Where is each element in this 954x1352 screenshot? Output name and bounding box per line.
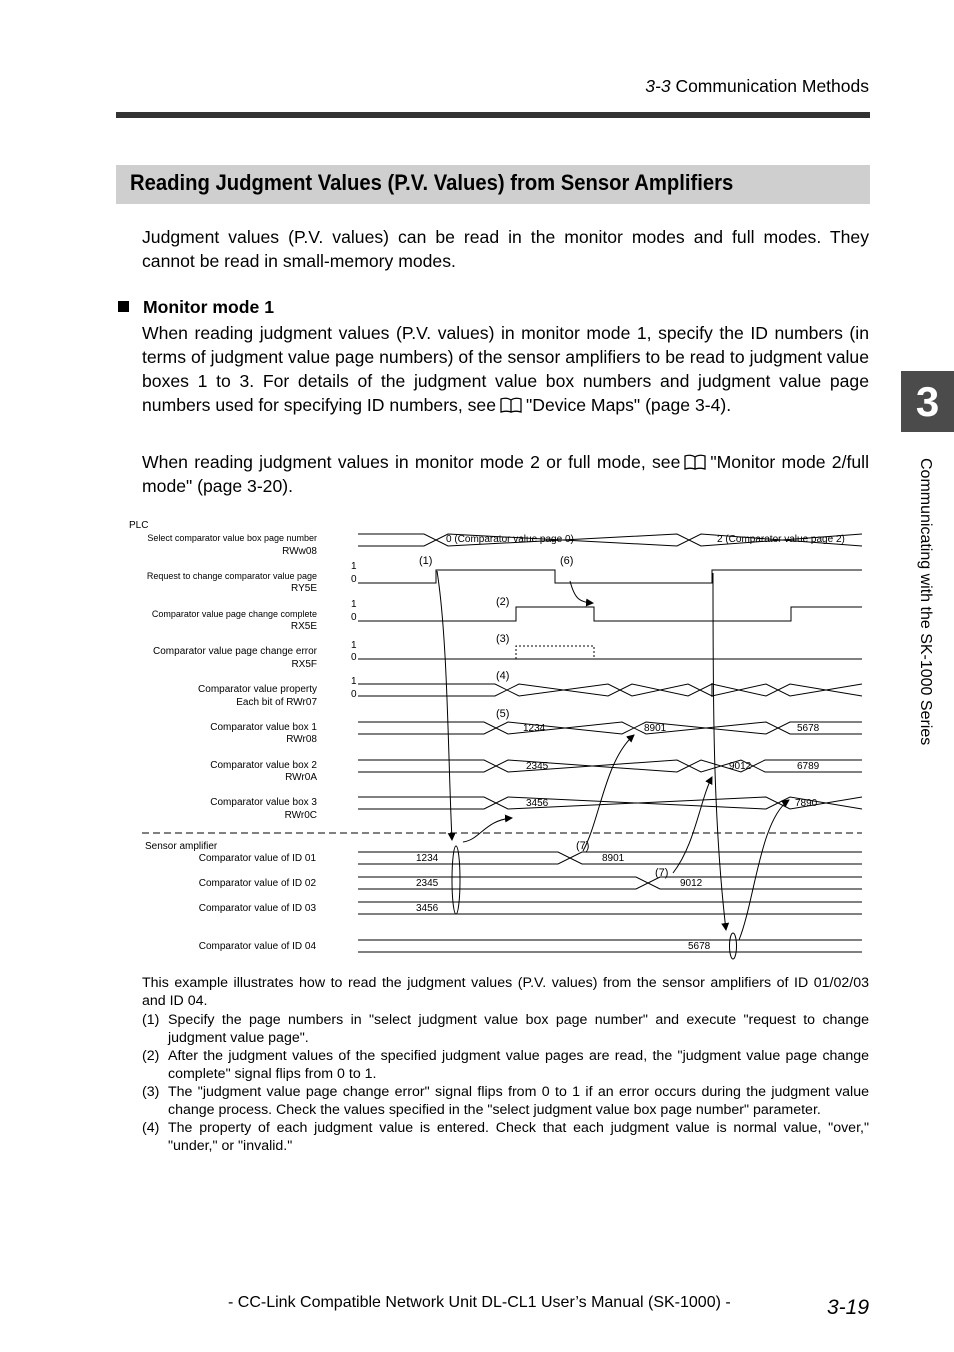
arrow-5b (739, 800, 789, 940)
bus-line (358, 760, 862, 772)
sensor-value: 1234 (416, 853, 439, 864)
p1-link[interactable]: "Device Maps" (page 3-4). (526, 395, 732, 415)
level-high-label: 1 (351, 599, 357, 610)
signal-name: Comparator value box 1 (210, 722, 317, 733)
arrow-5a (463, 818, 512, 842)
step-label: (1) (419, 555, 433, 567)
note-item (142, 1119, 869, 1155)
monitor-mode-heading-text: Monitor mode 1 (143, 297, 274, 317)
step-label: (6) (560, 555, 574, 567)
step-label: (3) (496, 633, 510, 645)
note-text: Specify the page numbers in "select judgment value box page number" and execute "request to change judgment value page". (168, 1012, 869, 1046)
page-value: 0 (Comparator value page 0) (446, 534, 574, 545)
section-number: 3-3 (645, 76, 671, 96)
note-number: (3) (142, 1084, 160, 1100)
p2-link[interactable]: "Monitor mode 2/full mode" (page 3-20). (142, 452, 869, 496)
box3-value: 3456 (526, 798, 549, 809)
note-number: (4) (142, 1120, 160, 1136)
step-label: (7) (655, 867, 669, 879)
intro-paragraph: Judgment values (P.V. values) can be read in the monitor modes and full modes. They cannot be read in small-memory modes. (142, 227, 869, 271)
signal-name: Comparator value box 2 (210, 760, 317, 771)
note-item (142, 1047, 869, 1083)
notes-intro: This example illustrates how to read the judgment values (P.V. values) from the sensor amplifiers of ID 01/02/03 and ID 04. (142, 975, 869, 1009)
signal-register: RX5F (291, 659, 317, 670)
note-text: The "judgment value page change error" signal flips from 0 to 1 if an error occurs during the judgment value change process. Check the values specified in the "select judgment value box page number" parameter. (168, 1084, 869, 1118)
sensor-value: 2345 (416, 878, 439, 889)
bus-line (358, 760, 862, 772)
sensor-value: 5678 (688, 941, 711, 952)
signal-register: RWw08 (282, 546, 317, 557)
level-high-label: 1 (351, 640, 357, 651)
note-item (142, 1083, 869, 1119)
level-low-label: 0 (351, 612, 357, 623)
arrow-7b (673, 777, 712, 873)
p2-text: When reading judgment values in monitor mode 2 or full mode, see (142, 452, 681, 472)
box1-value: 1234 (523, 723, 546, 734)
sensor-row-label: Comparator value of ID 01 (198, 853, 316, 864)
box1-value: 5678 (797, 723, 820, 734)
signal-name: Comparator value property (198, 684, 317, 695)
note-number: (2) (142, 1048, 160, 1064)
level-low-label: 0 (351, 652, 357, 663)
note-text: The property of each judgment value is entered. Check that each judgment value is normal value, "over," "under," or "invalid." (168, 1120, 869, 1154)
note-number: (1) (142, 1012, 160, 1028)
step-label: (7) (576, 840, 590, 852)
waveform-ry5e (358, 570, 862, 583)
signal-register: RX5E (290, 621, 317, 632)
arrow-6 (570, 581, 593, 603)
chapter-side-label: Communicating with the SK-1000 Series (917, 458, 934, 746)
notes (142, 974, 869, 1155)
footer-manual-title: - CC-Link Compatible Network Unit DL-CL1 User’s Manual (SK-1000) - (228, 1294, 731, 1311)
box2-value: 6789 (797, 761, 820, 772)
sensor-value: 9012 (680, 878, 703, 889)
arrow-1 (437, 571, 452, 840)
level-low-label: 0 (351, 689, 357, 700)
signal-register: RWr0C (284, 810, 317, 821)
arrow-7a (583, 735, 634, 851)
read-ellipse (452, 846, 460, 914)
sensor-row-label: Comparator value of ID 04 (198, 941, 316, 952)
plc-label: PLC (129, 520, 149, 531)
page-number: 3-19 (826, 1296, 869, 1319)
signal-name: Comparator value box 3 (210, 797, 317, 808)
waveform-rx5e (358, 607, 862, 621)
arrow-1b (713, 573, 726, 930)
sensor-value: 8901 (602, 853, 625, 864)
signal-name: Select comparator value box page number (147, 533, 317, 543)
level-high-label: 1 (351, 561, 357, 572)
signal-register: Each bit of RWr07 (236, 697, 317, 708)
sensor-row-label: Comparator value of ID 02 (198, 878, 316, 889)
box2-value: 9012 (729, 761, 752, 772)
level-high-label: 1 (351, 676, 357, 687)
read-ellipse (730, 933, 737, 959)
step-label: (4) (496, 670, 510, 682)
level-low-label: 0 (351, 574, 357, 585)
page-value: 2 (Comparator value page 2) (717, 534, 845, 545)
page-title: Reading Judgment Values (P.V. Values) from Sensor Amplifiers (130, 170, 734, 195)
box3-value: 7890 (795, 798, 818, 809)
signal-name: Comparator value page change error (153, 646, 317, 657)
sensor-value: 3456 (416, 903, 439, 914)
p1-text: When reading judgment values (P.V. values) in monitor mode 1, specify the ID numbers (in terms of judgment value page numbers) of the sensor amplifiers to be read to judgment value boxes 1 to 3. For details of the judgment value box numbers and judgment value page numbers used for specifying ID numbers, see (142, 323, 869, 415)
note-item (142, 1011, 869, 1047)
signal-name: Comparator value page change complete (151, 609, 317, 619)
signal-register: RY5E (291, 583, 317, 594)
sensor-amplifier-label: Sensor amplifier (145, 841, 218, 852)
sensor-row-label: Comparator value of ID 03 (198, 903, 316, 914)
box1-value: 8901 (644, 723, 667, 734)
step-label: (2) (496, 596, 510, 608)
signal-name: Request to change comparator value page (146, 571, 317, 581)
waveform-rx5f-error (516, 646, 594, 659)
signal-register: RWr0A (285, 772, 317, 783)
step-label: (5) (496, 708, 510, 720)
box2-value: 2345 (526, 761, 549, 772)
signal-register: RWr08 (286, 734, 317, 745)
section-title: Communication Methods (675, 76, 869, 96)
note-text: After the judgment values of the specified judgment value pages are read, the "judgment value page change complete" signal flips from 0 to 1. (168, 1048, 869, 1082)
chapter-tab: 3 (901, 371, 954, 432)
